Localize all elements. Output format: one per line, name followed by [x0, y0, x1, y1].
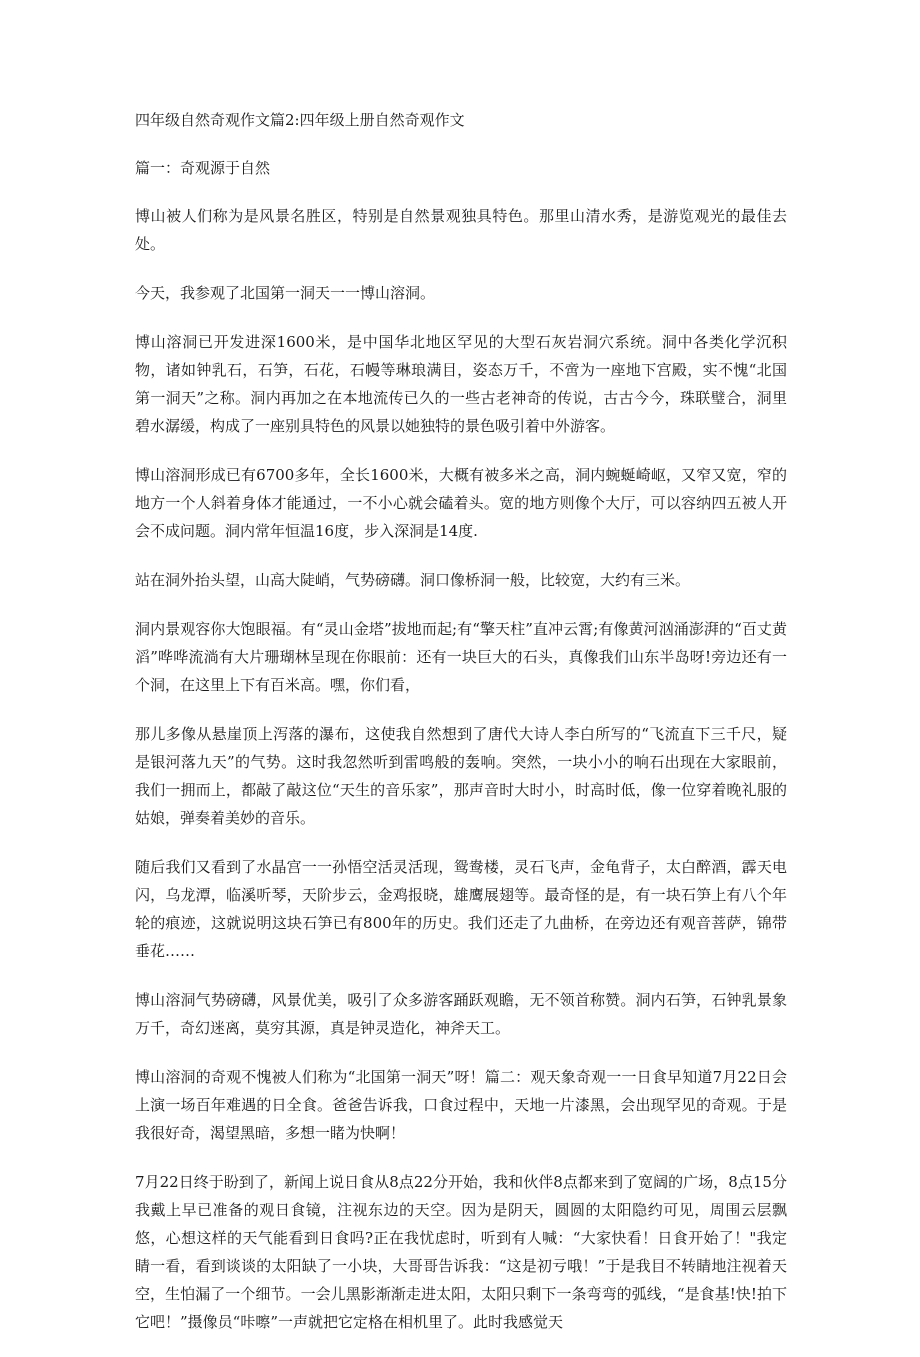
paragraph-6: 洞内景观容你大饱眼福。有“灵山金塔”拔地而起;有“擎天柱”直冲云霄;有像黄河汹涌澎湃的“百丈黄滔”哗哗流淌有大片珊瑚林呈现在你眼前：还有一块巨大的石头，真像我们山东半岛呀!旁边还有一个洞，在这里上下有百米高。嘿，你们看，: [135, 620, 787, 694]
paragraph-11: 7月22日终于盼到了，新闻上说日食从8点22分开始，我和伙伴8点都来到了宽阔的广场，8点15分我戴上早已准备的观日食镜，注视东边的天空。因为是阴天，圆圆的太阳隐约可见，周围云层飘悠，心想这样的天气能看到日食吗?正在我忧虑时，听到有人喊：“大家快看！日食开始了！"我定睛一看，看到谈谈的太阳缺了一小块，大哥哥告诉我：“这是初亏哦！”于是我目不转睛地注视着天空，生怕漏了一个细节。一会儿黑影渐渐走进太阳，太阳只剩下一条弯弯的弧线，“是食基!快!拍下它吧！”摄像员“咔嚓”一声就把它定格在相机里了。此时我感觉天: [135, 1173, 787, 1331]
paragraph-1: 博山被人们称为是风景名胜区，特别是自然景观独具特色。那里山清水秀，是游览观光的最佳去处。: [135, 207, 787, 253]
paragraph-4: 博山溶洞形成已有6700多年，全长1600米，大概有被多米之高，洞内蜿蜒崎岖，又窄又宽，窄的地方一个人斜着身体才能通过，一不小心就会磕着头。宽的地方则像个大厅，可以容纳四五被人开会不成问题。洞内常年恒温16度，步入深洞是14度.: [135, 466, 787, 540]
paragraph-2: 今天，我参观了北国第一洞天一一博山溶洞。: [135, 284, 436, 302]
section-heading: 篇一：奇观源于自然: [135, 159, 271, 177]
paragraph-10: 博山溶洞的奇观不愧被人们称为“北国第一洞天”呀！篇二：观天象奇观一一日食早知道7月22日会上演一场百年难遇的日全食。爸爸告诉我，口食过程中，天地一片漆黑，会出现罕见的奇观。于是我很好奇，渴望黑暗，多想一睹为快啊！: [135, 1068, 787, 1142]
paragraph-7: 那儿多像从悬崖顶上泻落的瀑布，这使我自然想到了唐代大诗人李白所写的“飞流直下三千尺，疑是银河落九天”的气势。这时我忽然听到雷鸣般的轰响。突然，一块小小的响石出现在大家眼前，我们一拥而上，都敲了敲这位“天生的音乐家”，那声音时大时小，时高时低，像一位穿着晚礼服的姑娘，弹奏着美妙的音乐。: [135, 725, 787, 827]
paragraph-8: 随后我们又看到了水晶宫一一孙悟空活灵活现，鸳鸯楼，灵石飞声，金龟背子，太白醉酒，霹天电闪，乌龙潭，临溪听琴，天阶步云，金鸡报晓，雄鹰展翅等。最奇怪的是，有一块石笋上有八个年轮的痕迹，这就说明这块石笋已有800年的历史。我们还走了九曲桥，在旁边还有观音菩萨，锦带垂花……: [135, 858, 787, 960]
document-title: 四年级自然奇观作文篇2:四年级上册自然奇观作文: [135, 111, 465, 129]
document-page: [135, 106, 787, 1357]
paragraph-3: 博山溶洞已开发进深1600米，是中国华北地区罕见的大型石灰岩洞穴系统。洞中各类化学沉积物，诸如钟乳石，石笋，石花，石幔等琳琅满目，姿态万千，不啻为一座地下宫殿，实不愧“北国第一洞天”之称。洞内再加之在本地流传已久的一些古老神奇的传说，古古今今，珠联璧合，洞里碧水潺缓，构成了一座别具特色的风景以她独特的景色吸引着中外游客。: [135, 333, 787, 435]
paragraph-5: 站在洞外抬头望，山高大陡峭，气势磅礴。洞口像桥洞一般，比较宽，大约有三米。: [135, 571, 691, 589]
paragraph-9: 博山溶洞气势磅礴，风景优美，吸引了众多游客踊跃观瞻，无不领首称赞。洞内石笋，石钟乳景象万千，奇幻迷离，莫穷其源，真是钟灵造化，神斧天工。: [135, 991, 787, 1037]
